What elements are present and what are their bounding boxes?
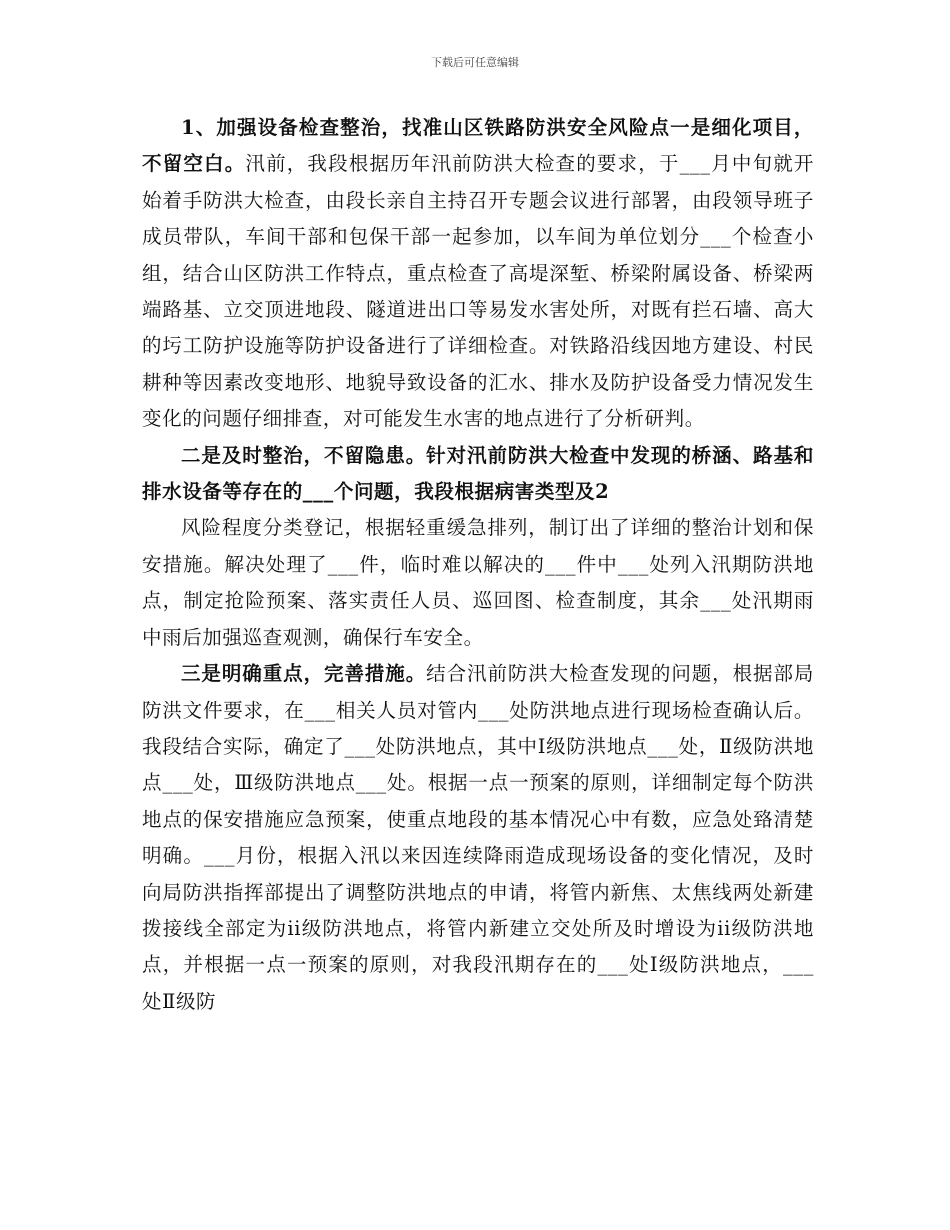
paragraph-1-text: 汛前，我段根据历年汛前防洪大检查的要求，于___月中旬就开始着手防洪大检查，由段长亲自主持召开专题会议进行部署，由段领导班子成员带队，车间干部和包保干部一起参加，以车间为单位划分___个检查小组，结合山区防洪工作特点，重点检查了高堤深堑、桥梁附属设备、桥梁两端路基、立交顶进地段、隧道进出口等易发水害处所，对既有拦石墙、高大的圬工防护设施等防护设备进行了详细检查。对铁路沿线因地方建设、村民耕种等因素改变地形、地貌导致设备的汇水、排水及防护设备受力情况发生变化的问题仔细排查，对可能发生水害的地点进行了分析研判。 (142, 152, 814, 431)
paragraph-4-text: 结合汛前防洪大检查发现的问题，根据部局防洪文件要求，在___相关人员对管内___处防洪地点进行现场检查确认后。我段结合实际，确定了___处防洪地点，其中Ⅰ级防洪地点___处，Ⅱ级防洪地点___处，Ⅲ级防洪地点___处。根据一点一预案的原则，详细制定每个防洪地点的保安措施应急预案，使重点地段的基本情况心中有数，应急处臵清楚明确。___月份，根据入汛以来因连续降雨造成现场设备的变化情况，及时向局防洪指挥部提出了调整防洪地点的申请，将管内新焦、太焦线两处新建拨接线全部定为ii级防洪地点，将管内新建立交处所及时增设为ii级防洪地点，并根据一点一预案的原则，对我段汛期存在的___处Ⅰ级防洪地点，___处Ⅱ级防 (142, 662, 814, 1013)
paragraph-3-text: 风险程度分类登记，根据轻重缓急排列，制订出了详细的整治计划和保安措施。解决处理了___件，临时难以解决的___件中___处列入汛期防洪地点，制定抢险预案、落实责任人员、巡回图、检查制度，其余___处汛期雨中雨后加强巡查观测，确保行车安全。 (142, 516, 814, 649)
paragraph-4-heading: 三是明确重点，完善措施。 (181, 662, 427, 686)
paragraph-1-heading: 1、加强设备检查整治，找准山区铁路防洪安全风险点一是细化项目，不留空白。 (142, 116, 814, 176)
paragraph-2 (142, 438, 814, 511)
document-body (142, 110, 814, 1020)
page-header-note: 下载后可任意编辑 (431, 56, 519, 69)
paragraph-3 (142, 510, 814, 656)
paragraph-1 (142, 110, 814, 438)
paragraph-2-heading: 二是及时整治，不留隐患。针对汛前防洪大检查中发现的桥涵、路基和排水设备等存在的___个问题，我段根据病害类型及2 (142, 443, 814, 504)
paragraph-4 (142, 656, 814, 1020)
